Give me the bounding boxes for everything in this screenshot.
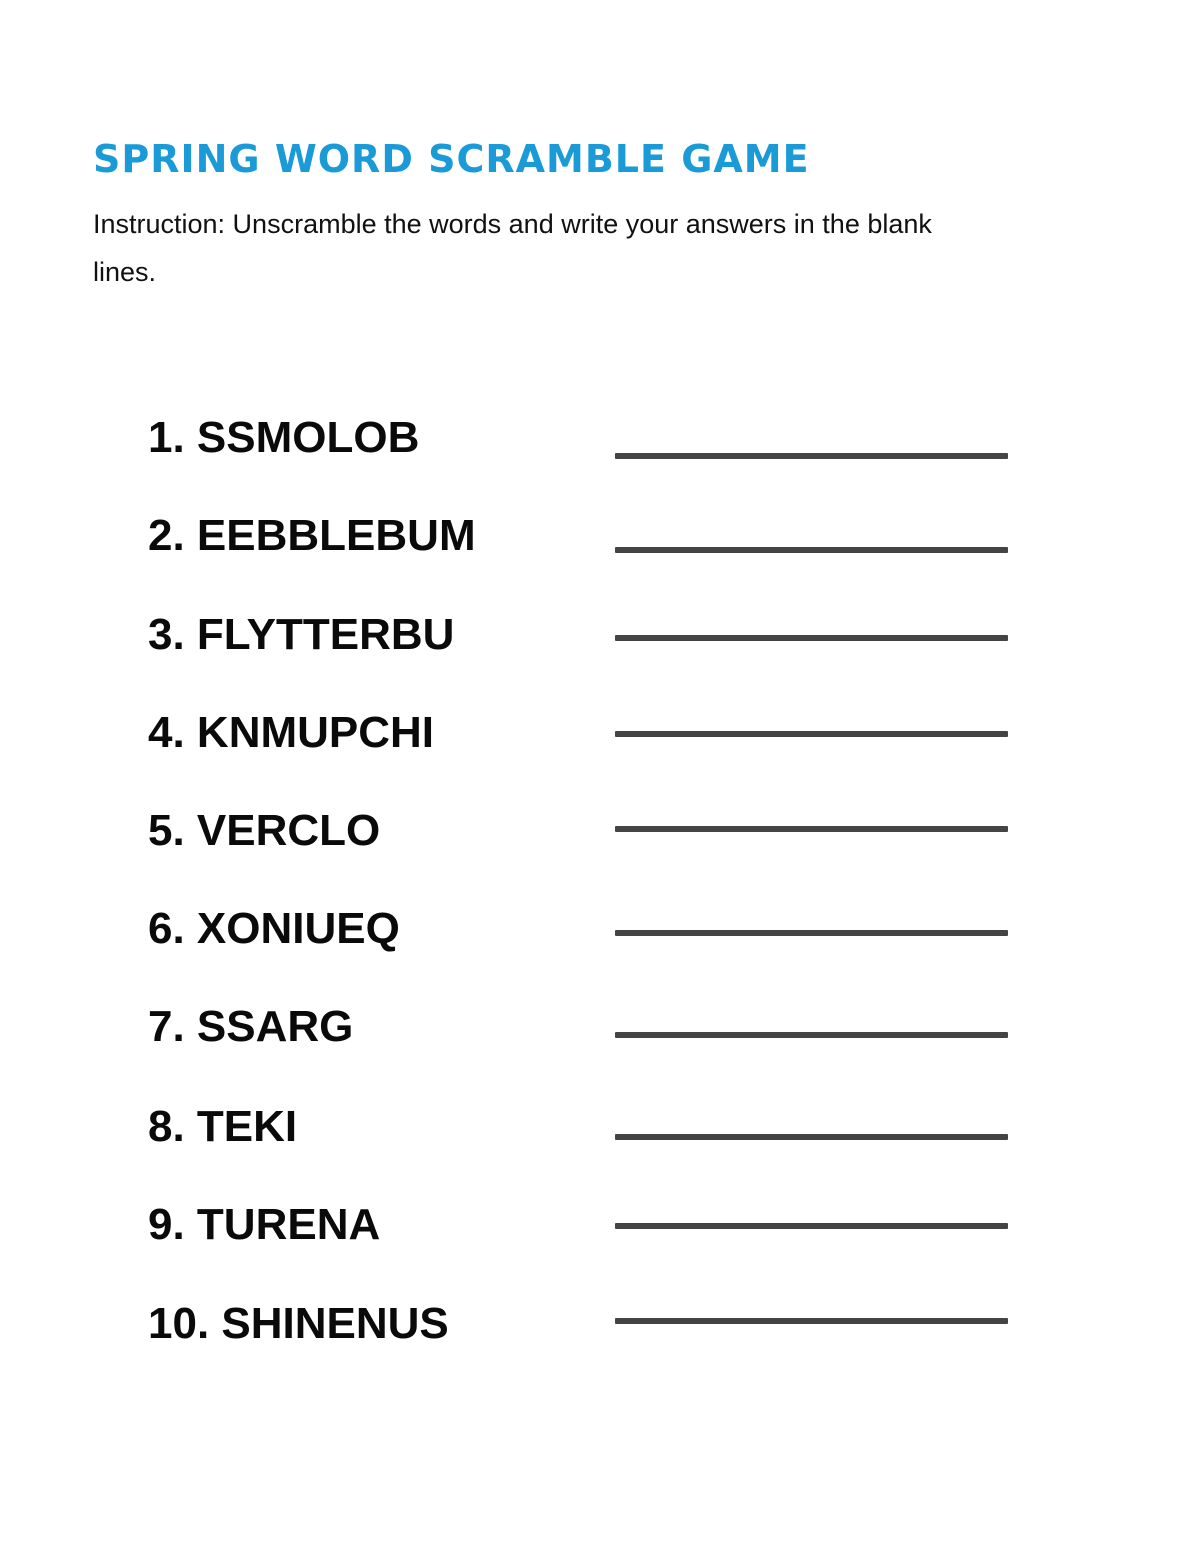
scramble-item [148,408,1010,468]
answer-blank-line[interactable] [615,635,1008,641]
scramble-item [148,801,1010,861]
scramble-item [148,1195,1010,1255]
scrambled-word: 3. FLYTTERBU [148,610,455,659]
answer-blank-line[interactable] [615,1134,1008,1140]
scramble-item [148,1294,1010,1354]
scrambled-word: 6. XONIUEQ [148,904,400,953]
answer-blank-line[interactable] [615,1223,1008,1229]
scrambled-word: 5. VERCLO [148,806,381,855]
answer-blank-line[interactable] [615,1032,1008,1038]
answer-blank-line[interactable] [615,547,1008,553]
scramble-item [148,506,1010,566]
scrambled-word: 4. KNMUPCHI [148,708,435,757]
scrambled-word: 9. TURENA [148,1200,381,1249]
scrambled-word: 2. EEBBLEBUM [148,511,476,560]
answer-blank-line[interactable] [615,826,1008,832]
answer-blank-line[interactable] [615,1318,1008,1324]
scramble-item [148,703,1010,763]
scramble-item [148,1097,1010,1157]
scrambled-word: 1. SSMOLOB [148,413,420,462]
answer-blank-line[interactable] [615,453,1008,459]
scramble-item [148,605,1010,665]
scrambled-word: 8. TEKI [148,1102,298,1151]
answer-blank-line[interactable] [615,731,1008,737]
instruction-text: Instruction: Unscramble the words and write your answers in the blank lines. [93,209,932,287]
answer-blank-line[interactable] [615,930,1008,936]
scrambled-word: 7. SSARG [148,1002,354,1051]
scramble-item [148,997,1010,1057]
scrambled-word: 10. SHINENUS [148,1299,449,1348]
scramble-item [148,899,1010,959]
page-title: SPRING WORD SCRAMBLE GAME [93,137,810,181]
